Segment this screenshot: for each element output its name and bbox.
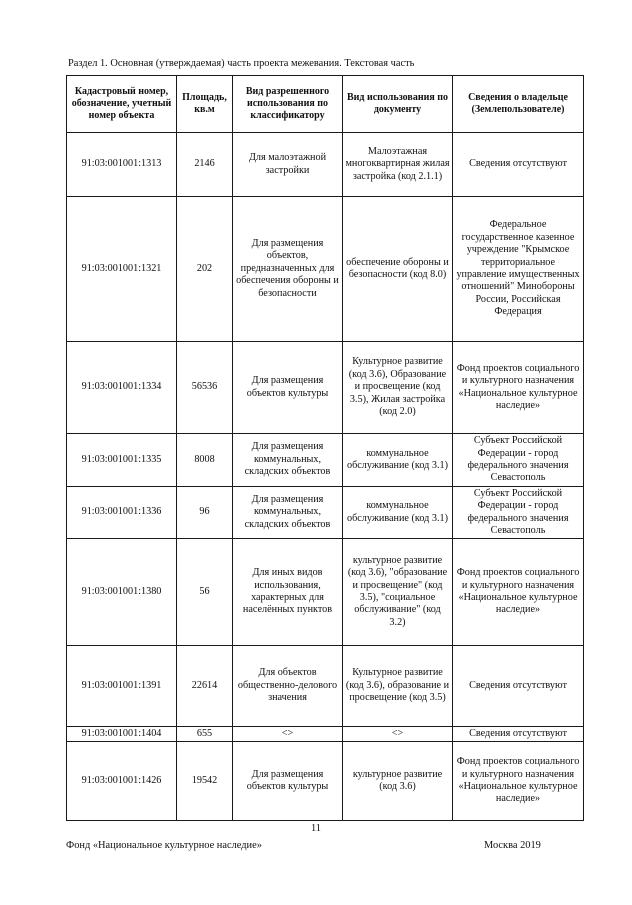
table-row (67, 646, 584, 727)
cell-cadastral-number: 91:03:001001:1404 (67, 727, 177, 742)
cell-owner: Федеральное государственное казенное учреждение "Крымское территориальное управление имущественных отношений" Минобороны России, Российская Федерация (453, 197, 584, 342)
cell-permitted-use: Для размещения объектов культуры (233, 342, 343, 434)
cell-document-use: культурное развитие (код 3.6), "образование и просвещение" (код 3.5), "социальное обслуживание" (код 3.2) (343, 539, 453, 646)
header-document-use: Вид использования по документу (343, 76, 453, 133)
cell-area: 56536 (177, 342, 233, 434)
table-row (67, 727, 584, 742)
cell-owner: Фонд проектов социального и культурного назначения «Национальное культурное наследие» (453, 742, 584, 821)
table-row (67, 342, 584, 434)
cell-document-use: культурное развитие (код 3.6) (343, 742, 453, 821)
cell-cadastral-number: 91:03:001001:1380 (67, 539, 177, 646)
header-cadastral-number: Кадастровый номер, обозначение, учетный номер объекта (67, 76, 177, 133)
cell-cadastral-number: 91:03:001001:1335 (67, 434, 177, 487)
cell-document-use: <> (343, 727, 453, 742)
cell-owner: Сведения отсутствуют (453, 727, 584, 742)
cell-cadastral-number: 91:03:001001:1426 (67, 742, 177, 821)
table-row (67, 434, 584, 487)
table-row (67, 197, 584, 342)
cell-permitted-use: Для иных видов использования, характерных для населённых пунктов (233, 539, 343, 646)
cell-permitted-use: <> (233, 727, 343, 742)
table-row (67, 742, 584, 821)
cell-owner: Фонд проектов социального и культурного назначения «Национальное культурное наследие» (453, 539, 584, 646)
cell-document-use: коммунальное обслуживание (код 3.1) (343, 487, 453, 539)
cell-cadastral-number: 91:03:001001:1313 (67, 133, 177, 197)
cell-owner: Фонд проектов социального и культурного назначения «Национальное культурное наследие» (453, 342, 584, 434)
cell-area: 202 (177, 197, 233, 342)
cell-permitted-use: Для размещения коммунальных, складских объектов (233, 434, 343, 487)
land-plots-table (66, 75, 584, 821)
footer-organization: Фонд «Национальное культурное наследие» (66, 840, 262, 851)
cell-permitted-use: Для размещения объектов, предназначенных для обеспечения обороны и безопасности (233, 197, 343, 342)
table-header-row (67, 76, 584, 133)
cell-document-use: обеспечение обороны и безопасности (код 8.0) (343, 197, 453, 342)
table-row (67, 487, 584, 539)
cell-area: 19542 (177, 742, 233, 821)
header-permitted-use: Вид разрешенного использования по классификатору (233, 76, 343, 133)
cell-area: 96 (177, 487, 233, 539)
cell-document-use: Малоэтажная многоквартирная жилая застройка (код 2.1.1) (343, 133, 453, 197)
page-number: 11 (310, 823, 321, 834)
cell-area: 22614 (177, 646, 233, 727)
cell-area: 8008 (177, 434, 233, 487)
cell-area: 56 (177, 539, 233, 646)
cell-document-use: Культурное развитие (код 3.6), Образование и просвещение (код 3.5), Жилая застройка (код 2.0) (343, 342, 453, 434)
cell-cadastral-number: 91:03:001001:1336 (67, 487, 177, 539)
cell-owner: Сведения отсутствуют (453, 133, 584, 197)
cell-owner: Субъект Российской Федерации - город федерального значения Севастополь (453, 487, 584, 539)
section-title: Раздел 1. Основная (утверждаемая) часть проекта межевания. Текстовая часть (68, 58, 415, 69)
cell-permitted-use: Для размещения коммунальных, складских объектов (233, 487, 343, 539)
cell-permitted-use: Для малоэтажной застройки (233, 133, 343, 197)
table-row (67, 539, 584, 646)
cell-permitted-use: Для размещения объектов культуры (233, 742, 343, 821)
table-row (67, 133, 584, 197)
header-area: Площадь, кв.м (177, 76, 233, 133)
cell-permitted-use: Для объектов общественно-делового значения (233, 646, 343, 727)
cell-cadastral-number: 91:03:001001:1334 (67, 342, 177, 434)
cell-cadastral-number: 91:03:001001:1321 (67, 197, 177, 342)
cell-owner: Сведения отсутствуют (453, 646, 584, 727)
header-owner: Сведения о владельце (Землепользователе) (453, 76, 584, 133)
cell-document-use: коммунальное обслуживание (код 3.1) (343, 434, 453, 487)
cell-area: 2146 (177, 133, 233, 197)
cell-area: 655 (177, 727, 233, 742)
cell-document-use: Культурное развитие (код 3.6), образование и просвещение (код 3.5) (343, 646, 453, 727)
cell-cadastral-number: 91:03:001001:1391 (67, 646, 177, 727)
footer-city-year: Москва 2019 (484, 840, 541, 851)
cell-owner: Субъект Российской Федерации - город федерального значения Севастополь (453, 434, 584, 487)
